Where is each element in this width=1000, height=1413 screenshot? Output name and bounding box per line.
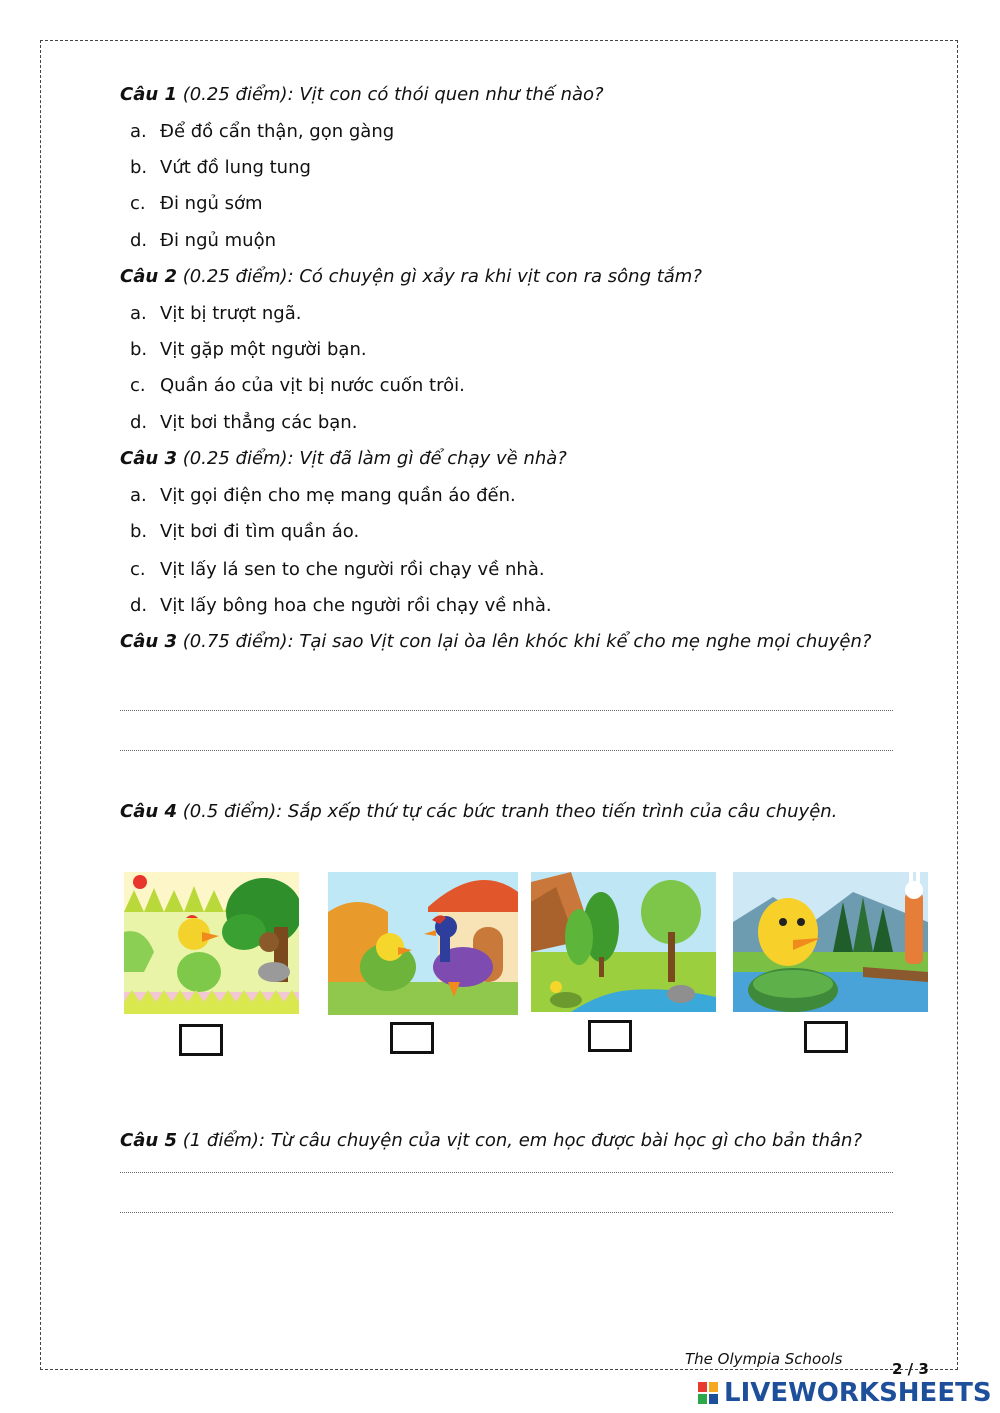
option-text: Để đồ cẩn thận, gọn gàng [160,121,395,142]
question-5 [120,1130,862,1151]
option-text: Vịt gọi điện cho mẹ mang quần áo đến. [160,485,516,506]
liveworksheets-text: LIVEWORKSHEETS [724,1378,992,1408]
option-letter: a. [130,485,147,506]
option-2a [130,303,302,324]
question-score: (0.25 điểm): [176,84,300,105]
option-letter: c. [130,559,146,580]
question-score: (0.5 điểm): [176,801,288,822]
liveworksheets-logo [698,1378,993,1410]
order-box-4[interactable] [804,1021,848,1053]
option-letter: a. [130,121,147,142]
question-label: Câu 3 [120,448,177,469]
question-text: Vịt đã làm gì để chạy về nhà? [299,448,567,469]
answer-line[interactable] [120,1172,893,1173]
option-2c [130,375,465,396]
answer-line[interactable] [120,750,893,751]
question-label: Câu 4 [120,801,177,822]
question-2 [120,266,702,287]
option-text: Vịt lấy lá sen to che người rồi chạy về nhà. [160,559,545,580]
question-text: Từ câu chuyện của vịt con, em học được bài học gì cho bản thân? [270,1130,863,1151]
option-text: Vịt bị trượt ngã. [160,303,302,324]
page-number: 2 / 3 [892,1360,929,1378]
answer-line[interactable] [120,1212,893,1213]
story-picture-1 [124,872,299,1014]
question-score: (0.75 điểm): [176,631,300,652]
option-1c [130,193,263,214]
option-letter: d. [130,595,148,616]
story-picture-4 [733,872,928,1012]
option-1b [130,157,311,178]
question-1 [120,84,604,105]
question-text: Có chuyện gì xảy ra khi vịt con ra sông tắm? [299,266,702,287]
option-letter: c. [130,375,146,396]
story-picture-2 [328,872,518,1015]
question-score: (0.25 điểm): [176,448,300,469]
liveworksheets-mark-icon [698,1382,720,1406]
question-text: Sắp xếp thứ tự các bức tranh theo tiến trình của câu chuyện. [287,801,838,822]
order-box-2[interactable] [390,1022,434,1054]
option-3d [130,595,552,616]
option-letter: a. [130,303,147,324]
option-text: Đi ngủ sớm [160,193,263,214]
order-box-3[interactable] [588,1020,632,1052]
option-letter: d. [130,230,148,251]
order-box-1[interactable] [179,1024,223,1056]
question-4 [120,801,837,822]
option-3c [130,559,545,580]
option-letter: d. [130,412,148,433]
question-text: Tại sao Vịt con lại òa lên khóc khi kể cho mẹ nghe mọi chuyện? [299,631,872,652]
option-1a [130,121,394,142]
option-3b [130,521,359,542]
answer-line[interactable] [120,710,893,711]
option-2d [130,412,357,433]
option-text: Quần áo của vịt bị nước cuốn trôi. [160,375,465,396]
option-text: Vịt bơi thẳng các bạn. [160,412,358,433]
option-letter: c. [130,193,146,214]
option-text: Vịt bơi đi tìm quần áo. [160,521,360,542]
school-name: The Olympia Schools [685,1350,843,1368]
question-label: Câu 1 [120,84,177,105]
option-text: Vịt lấy bông hoa che người rồi chạy về nhà. [160,595,552,616]
option-3a [130,485,516,506]
question-3 [120,448,567,469]
question-text: Vịt con có thói quen như thế nào? [299,84,604,105]
option-letter: b. [130,339,148,360]
option-1d [130,230,276,251]
option-text: Vịt gặp một người bạn. [160,339,367,360]
question-label: Câu 5 [120,1130,177,1151]
story-picture-3 [531,872,716,1012]
option-2b [130,339,367,360]
question-score: (1 điểm): [176,1130,271,1151]
option-text: Đi ngủ muộn [160,230,276,251]
option-letter: b. [130,521,148,542]
question-score: (0.25 điểm): [176,266,300,287]
question-label: Câu 3 [120,631,177,652]
question-3-open [120,631,871,652]
question-label: Câu 2 [120,266,177,287]
option-letter: b. [130,157,148,178]
option-text: Vứt đồ lung tung [160,157,311,178]
